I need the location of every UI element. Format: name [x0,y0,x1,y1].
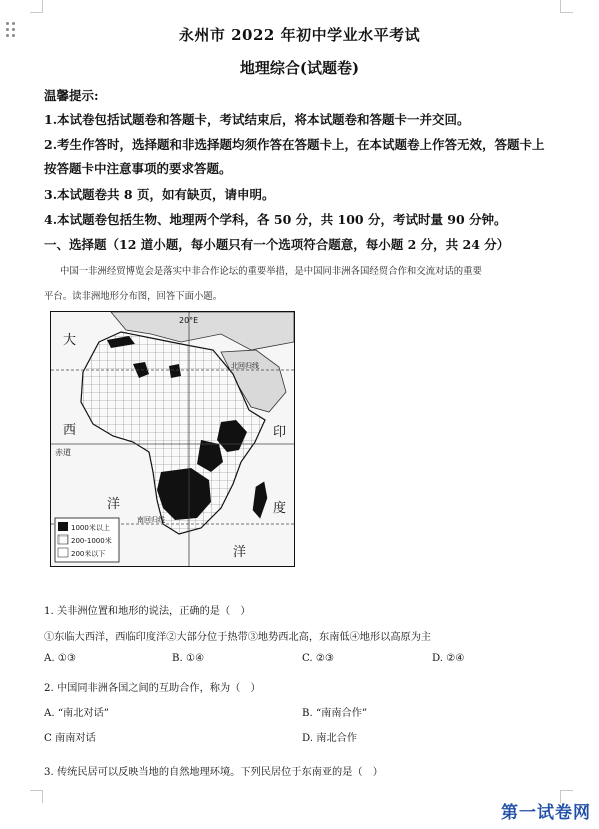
legend-swatch-mid [58,535,68,544]
question-1-statements: ①东临大西洋，西临印度洋②大部分位于热带③地势西北高，东南低④地形以高原为主 [44,632,432,643]
label-da: 大 [63,333,77,348]
label-longitude: 20°E [179,316,199,325]
notice-heading: 温馨提示: [44,88,99,103]
notice-item-2: 2.考生作答时，选择题和非选择题均须作答在答题卡上，在本试题卷上作答无效，答题卡上 [44,137,545,152]
africa-terrain-map [50,311,295,567]
question-1-stem: 1. 关非洲位置和地形的说法，正确的是（ ） [44,606,251,617]
label-du: 度 [273,501,287,516]
page-title: 永州市 2022 年初中学业水平考试 [178,26,421,44]
legend-swatch-high [58,522,68,531]
section-heading: 一、选择题（12 道小题，每小题只有一个选项符合题意，每小题 2 分，共 24 分） [44,237,510,252]
crop-mark-top-left [30,0,43,13]
question-1-option-b[interactable]: B. ①④ [172,653,205,664]
crop-mark-top-right [560,0,573,13]
legend-high: 1000米以上 [71,524,110,532]
notice-item-3: 3.本试题卷共 8 页，如有缺页，请申明。 [44,187,275,202]
map-canvas [51,312,294,566]
madagascar [253,482,267,518]
question-1-option-a[interactable]: A. ①③ [44,653,77,664]
question-3-stem: 3. 传统民居可以反映当地的自然地理环境。下列民居位于东南亚的是（ ） [44,767,383,778]
crop-mark-bottom-left [30,790,43,803]
map-legend [55,518,119,562]
legend-swatch-low [58,548,68,557]
question-2-stem: 2. 中国同非洲各国之间的互助合作，称为（ ） [44,683,261,694]
highland-tibesti [169,364,181,378]
label-yin: 印 [273,425,287,440]
notice-item-1: 1.本试卷包括试题卷和答题卡，考试结束后，将本试题卷和答题卡一并交回。 [44,112,470,127]
notice-item-4: 4.本试题卷包括生物、地理两个学科，各 50 分，共 100 分，考试时量 90 分钟。 [44,212,507,227]
question-2-option-a[interactable]: A. “南北对话” [44,708,109,719]
page-subtitle: 地理综合(试题卷) [239,59,360,77]
question-2-option-c[interactable]: C 南南对话 [44,733,96,744]
question-1-option-d[interactable]: D. ②④ [432,653,465,664]
label-south-tropic: 南回归线 [137,516,165,524]
intro-line-2: 平台。读非洲地形分布图，回答下面小题。 [44,291,223,302]
question-2-option-b[interactable]: B. “南南合作” [302,708,368,719]
site-watermark: 第一试卷网 [501,803,591,823]
label-north-tropic: 北回归线 [231,362,259,370]
notice-item-2-cont: 按答题卡中注意事项的要求答题。 [44,161,232,176]
legend-low: 200米以下 [71,550,106,558]
label-yang-atlantic: 洋 [107,497,121,512]
legend-mid: 200-1000米 [71,537,112,545]
label-yang-indian: 洋 [233,545,247,560]
label-xi: 西 [63,423,77,438]
intro-line-1: 中国一非洲经贸博览会是落实中非合作论坛的重要举措，是中国同非洲各国经贸合作和交流对话的重要 [60,266,482,277]
label-equator: 赤道 [55,448,71,457]
question-1-option-c[interactable]: C. ②③ [302,653,335,664]
question-2-option-d[interactable]: D. 南北合作 [302,733,358,744]
